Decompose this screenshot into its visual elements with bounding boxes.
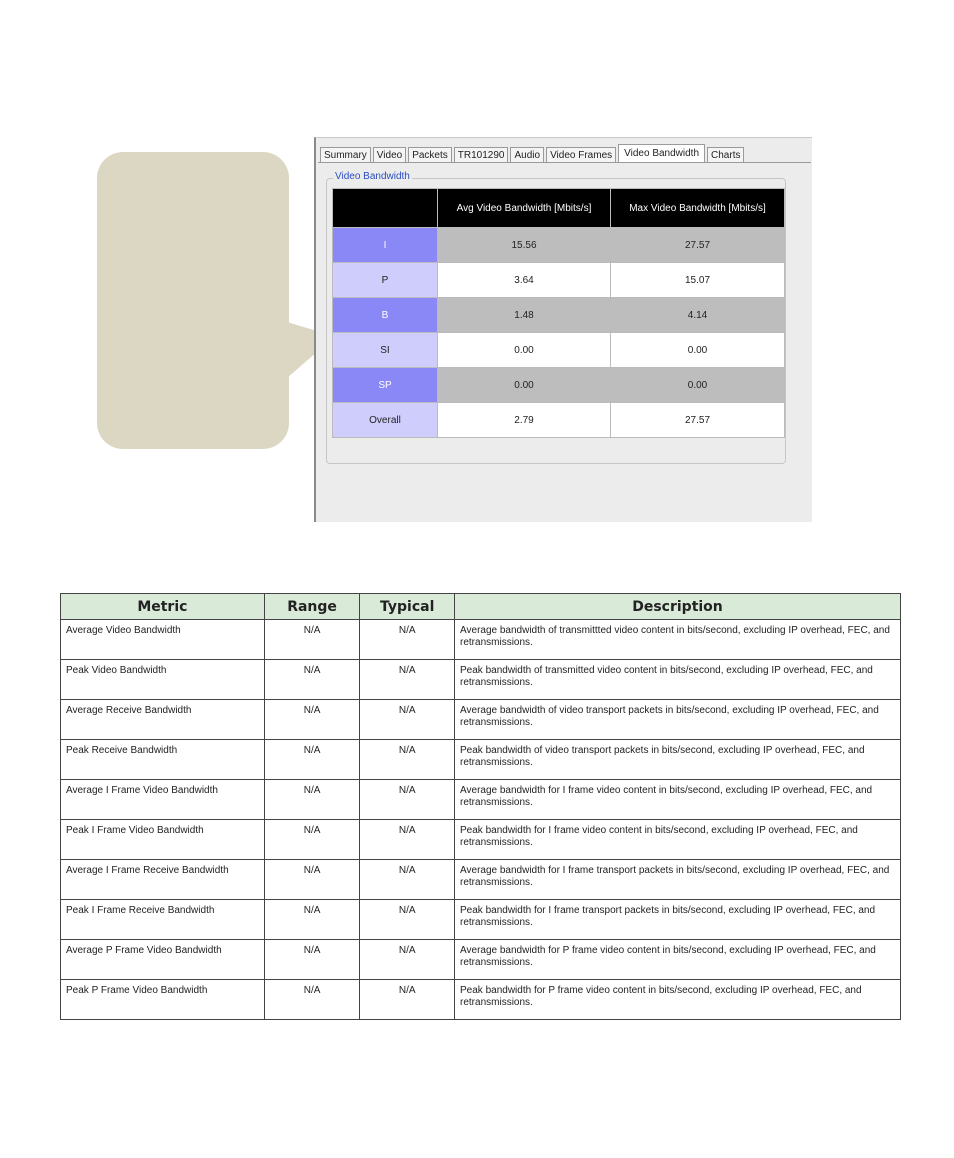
metric-range: N/A: [264, 700, 360, 740]
metric-header: Metric: [61, 594, 265, 620]
metric-description: Average bandwidth of transmittted video content in bits/second, excluding IP overhead, FEC, and retransmissions.: [455, 620, 901, 660]
metric-name: Peak I Frame Video Bandwidth: [61, 820, 265, 860]
frame-type-label: Overall: [333, 403, 438, 438]
metric-name: Average Receive Bandwidth: [61, 700, 265, 740]
description-header: Description: [455, 594, 901, 620]
metric-name: Average P Frame Video Bandwidth: [61, 940, 265, 980]
range-header: Range: [264, 594, 360, 620]
metric-name: Average Video Bandwidth: [61, 620, 265, 660]
metric-description: Average bandwidth for I frame video content in bits/second, excluding IP overhead, FEC, and retransmissions.: [455, 780, 901, 820]
tab-video[interactable]: Video: [373, 147, 406, 162]
metric-typical: N/A: [360, 660, 455, 700]
frame-type-label: I: [333, 228, 438, 263]
bandwidth-header-corner: [333, 189, 438, 228]
group-title: Video Bandwidth: [335, 171, 410, 182]
table-row: [61, 740, 901, 780]
bandwidth-row: [333, 298, 785, 333]
max-bandwidth-cell: 27.57: [611, 228, 785, 263]
avg-bandwidth-cell: 0.00: [438, 368, 611, 403]
frame-type-label: SP: [333, 368, 438, 403]
metric-range: N/A: [264, 780, 360, 820]
avg-bandwidth-cell: 0.00: [438, 333, 611, 368]
table-row: [61, 620, 901, 660]
frame-type-label: SI: [333, 333, 438, 368]
bandwidth-row: [333, 368, 785, 403]
callout-bubble: [97, 152, 289, 449]
tab-bar: [320, 144, 746, 162]
table-row: [61, 860, 901, 900]
metric-name: Peak Receive Bandwidth: [61, 740, 265, 780]
metric-typical: N/A: [360, 740, 455, 780]
bandwidth-header-max: Max Video Bandwidth [Mbits/s]: [611, 189, 785, 228]
tab-video-bandwidth[interactable]: Video Bandwidth: [618, 144, 705, 163]
metric-name: Average I Frame Receive Bandwidth: [61, 860, 265, 900]
max-bandwidth-cell: 4.14: [611, 298, 785, 333]
avg-bandwidth-cell: 1.48: [438, 298, 611, 333]
bandwidth-header-avg: Avg Video Bandwidth [Mbits/s]: [438, 189, 611, 228]
avg-bandwidth-cell: 3.64: [438, 263, 611, 298]
metric-name: Peak Video Bandwidth: [61, 660, 265, 700]
max-bandwidth-cell: 0.00: [611, 368, 785, 403]
tab-tr101290[interactable]: TR101290: [454, 147, 509, 162]
table-row: [61, 900, 901, 940]
table-row: [61, 700, 901, 740]
metric-name: Peak I Frame Receive Bandwidth: [61, 900, 265, 940]
metric-range: N/A: [264, 860, 360, 900]
metric-description: Peak bandwidth for I frame transport packets in bits/second, excluding IP overhead, FEC, and retransmissions.: [455, 900, 901, 940]
metric-description: Peak bandwidth of video transport packets in bits/second, excluding IP overhead, FEC, and retransmissions.: [455, 740, 901, 780]
video-bandwidth-group: [326, 171, 786, 464]
metric-typical: N/A: [360, 900, 455, 940]
table-row: [61, 940, 901, 980]
metric-range: N/A: [264, 620, 360, 660]
tab-charts[interactable]: Charts: [707, 147, 744, 162]
analyzer-panel: [314, 137, 812, 522]
metric-description: Average bandwidth for P frame video content in bits/second, excluding IP overhead, FEC, and retransmissions.: [455, 940, 901, 980]
tab-audio[interactable]: Audio: [510, 147, 544, 162]
metric-typical: N/A: [360, 980, 455, 1020]
avg-bandwidth-cell: 15.56: [438, 228, 611, 263]
tab-packets[interactable]: Packets: [408, 147, 452, 162]
metric-typical: N/A: [360, 940, 455, 980]
metric-description: Peak bandwidth for P frame video content in bits/second, excluding IP overhead, FEC, and retransmissions.: [455, 980, 901, 1020]
frame-type-label: B: [333, 298, 438, 333]
metric-name: Peak P Frame Video Bandwidth: [61, 980, 265, 1020]
table-row: [61, 980, 901, 1020]
frame-type-label: P: [333, 263, 438, 298]
metric-range: N/A: [264, 740, 360, 780]
max-bandwidth-cell: 15.07: [611, 263, 785, 298]
max-bandwidth-cell: 0.00: [611, 333, 785, 368]
bandwidth-row: [333, 263, 785, 298]
metric-description: Average bandwidth for I frame transport packets in bits/second, excluding IP overhead, FEC, and retransmissions.: [455, 860, 901, 900]
metric-typical: N/A: [360, 700, 455, 740]
metric-range: N/A: [264, 940, 360, 980]
metric-description: Peak bandwidth of transmitted video content in bits/second, excluding IP overhead, FEC, and retransmissions.: [455, 660, 901, 700]
bandwidth-row: [333, 403, 785, 438]
max-bandwidth-cell: 27.57: [611, 403, 785, 438]
metric-typical: N/A: [360, 620, 455, 660]
typical-header: Typical: [360, 594, 455, 620]
metric-description: Peak bandwidth for I frame video content in bits/second, excluding IP overhead, FEC, and retransmissions.: [455, 820, 901, 860]
bandwidth-table: [332, 188, 785, 438]
metric-description: Average bandwidth of video transport packets in bits/second, excluding IP overhead, FEC, and retransmissions.: [455, 700, 901, 740]
tab-video-frames[interactable]: Video Frames: [546, 147, 616, 162]
bandwidth-row: [333, 228, 785, 263]
table-row: [61, 820, 901, 860]
table-row: [61, 660, 901, 700]
metric-typical: N/A: [360, 780, 455, 820]
metric-range: N/A: [264, 900, 360, 940]
metric-name: Average I Frame Video Bandwidth: [61, 780, 265, 820]
metric-typical: N/A: [360, 860, 455, 900]
metric-typical: N/A: [360, 820, 455, 860]
metric-range: N/A: [264, 820, 360, 860]
metric-range: N/A: [264, 980, 360, 1020]
metric-range: N/A: [264, 660, 360, 700]
tab-content: [318, 162, 811, 522]
tab-summary[interactable]: Summary: [320, 147, 371, 162]
bandwidth-row: [333, 333, 785, 368]
metric-table: [60, 593, 901, 1020]
avg-bandwidth-cell: 2.79: [438, 403, 611, 438]
table-row: [61, 780, 901, 820]
